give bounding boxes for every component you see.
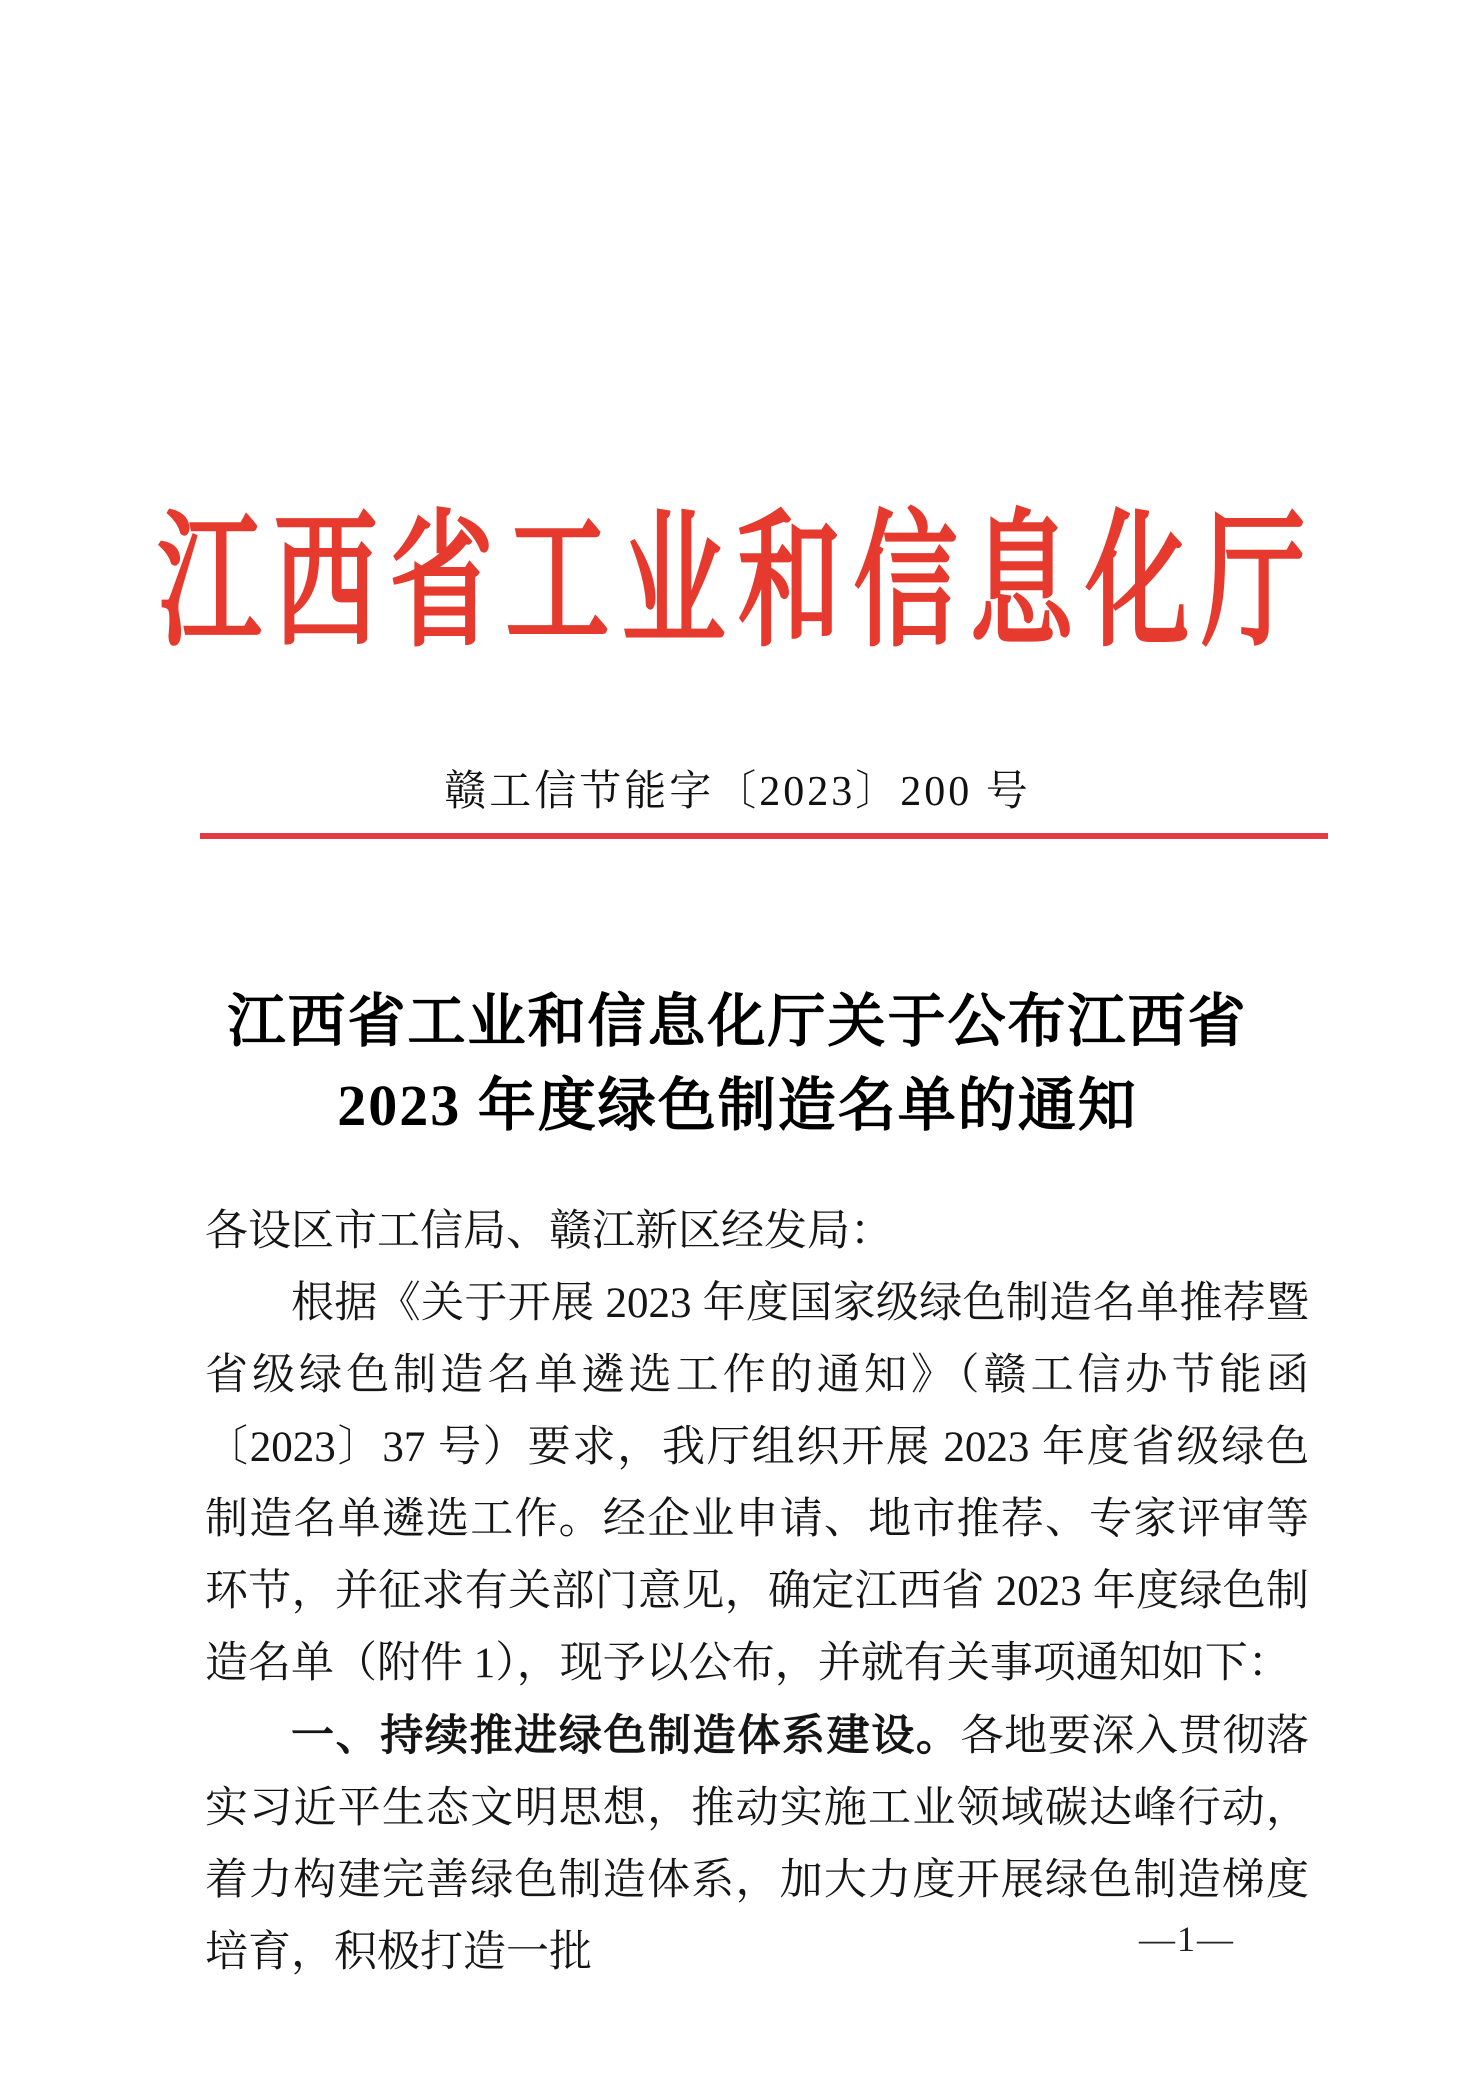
- document-body: [205, 1196, 1309, 1989]
- agency-letterhead: 江西省工业和信息化厅: [157, 501, 1318, 666]
- body-paragraph-1: 根据《关于开展 2023 年度国家级绿色制造名单推荐暨省级绿色制造名单遴选工作的通知》（赣工信办节能函〔2023〕37 号）要求，我厅组织开展 2023 年度省级绿色制造名单遴选工作。经企业申请、地市推荐、专家评审等环节，并征求有关部门意见，确定江西省 2023 年度绿色制造名单（附件 1），现予以公布，并就有关事项通知如下：: [205, 1280, 1309, 1687]
- paragraph-2-text: 各地要深入贯彻落实习近平生态文明思想，推动实施工业领域碳达峰行动，着力构建完善绿色制造体系，加大力度开展绿色制造梯度培育，积极打造一批: [205, 1713, 1310, 1976]
- salutation-line: 各设区市工信局、赣江新区经发局：: [205, 1208, 893, 1255]
- document-title: [0, 980, 1475, 1148]
- document-reference-number: 赣工信节能字〔2023〕200 号: [444, 769, 1031, 815]
- letterhead-divider-rule: [200, 833, 1328, 839]
- document-title-line1: 江西省工业和信息化厅关于公布江西省: [227, 989, 1248, 1054]
- paragraph-2-bold-lead: 一、持续推进绿色制造体系建设。: [291, 1712, 961, 1760]
- document-title-line2: 2023 年度绿色制造名单的通知: [337, 1073, 1138, 1138]
- page-number: —1—: [1139, 1919, 1235, 1959]
